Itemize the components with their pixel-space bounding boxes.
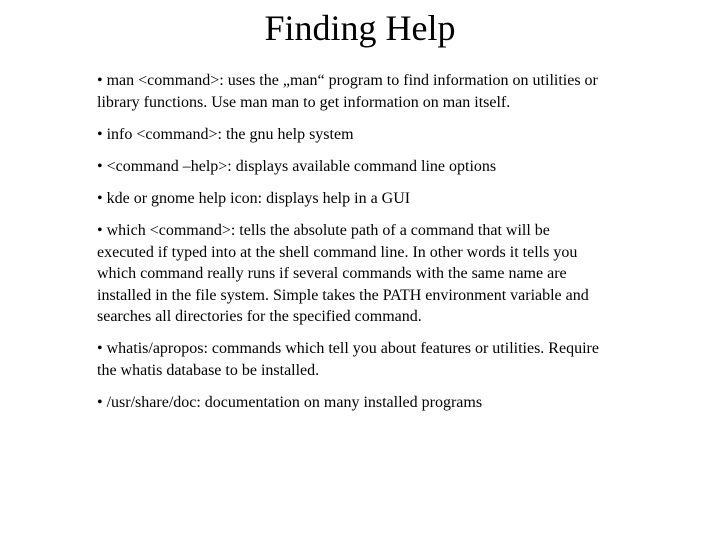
bullet-usr-share-doc <box>97 392 607 414</box>
bullet-text: kde or gnome help icon: displays help in a GUI <box>106 189 411 207</box>
bullet-icon: • <box>97 157 103 175</box>
bullet-text: info <command>: the gnu help system <box>106 125 354 143</box>
bullet-list <box>97 70 607 424</box>
bullet-which <box>97 220 607 328</box>
bullet-icon: • <box>97 221 103 239</box>
bullet-icon: • <box>97 125 103 143</box>
bullet-help-option <box>97 156 607 178</box>
bullet-text: whatis/apropos: commands which tell you about features or utilities. Require the whatis database to be installed. <box>97 340 599 380</box>
bullet-man <box>97 70 607 113</box>
bullet-whatis-apropos <box>97 338 607 381</box>
bullet-info <box>97 124 607 146</box>
bullet-gui-help <box>97 188 607 210</box>
bullet-icon: • <box>97 340 103 358</box>
bullet-icon: • <box>97 189 103 207</box>
bullet-text: man <command>: uses the „man“ program to find information on utilities or library functions. Use man man to get information on man itself. <box>97 72 598 111</box>
bullet-text: which <command>: tells the absolute path of a command that will be executed if typed into at the shell command line. In other words it tells you which command really runs if several commands with the same name are installed in the file system. Simple takes the PATH environment variable and searches all directories for the specified command. <box>97 221 589 326</box>
bullet-icon: • <box>97 72 103 89</box>
bullet-icon: • <box>97 394 103 412</box>
slide-title: Finding Help <box>264 8 456 48</box>
bullet-text: <command –help>: displays available command line options <box>106 157 497 175</box>
bullet-text: /usr/share/doc: documentation on many installed programs <box>106 394 483 412</box>
